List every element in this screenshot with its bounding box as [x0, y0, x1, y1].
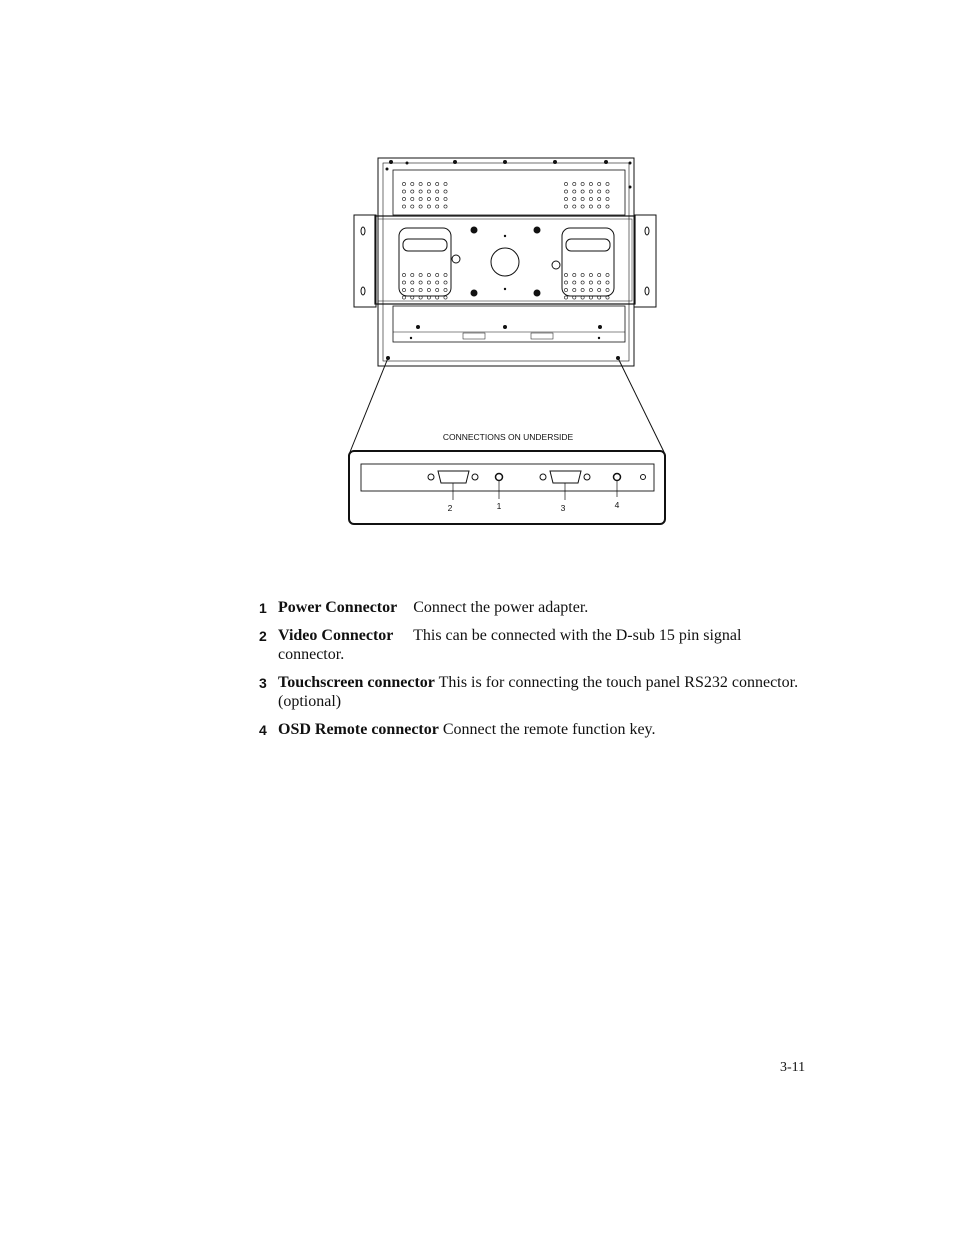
right-vesa-slot: [562, 228, 614, 296]
item-term: Video Connector: [278, 627, 394, 644]
vent-hole: [444, 205, 447, 208]
bracket-screw: [534, 227, 541, 234]
vent-hole: [444, 197, 447, 200]
vent-hole: [606, 190, 609, 193]
left-vesa-slot: [399, 228, 451, 296]
vent-hole: [411, 205, 414, 208]
vent-hole: [402, 190, 405, 193]
vent-hole: [427, 190, 430, 193]
leader-line-right: [618, 358, 664, 452]
vent-hole: [589, 288, 592, 291]
vent-hole: [444, 281, 447, 284]
vent-hole: [402, 182, 405, 185]
vent-hole: [427, 273, 430, 276]
vent-hole: [444, 190, 447, 193]
vent-hole: [589, 273, 592, 276]
item-description: Connect the remote function key.: [442, 721, 656, 738]
vent-hole: [436, 273, 439, 276]
item-number: 2: [259, 628, 267, 644]
vent-hole: [411, 190, 414, 193]
vent-hole: [564, 197, 567, 200]
vent-hole: [606, 197, 609, 200]
vent-hole: [564, 288, 567, 291]
vent-hole: [419, 205, 422, 208]
vent-hole: [402, 273, 405, 276]
vent-hole: [411, 288, 414, 291]
list-item: [259, 720, 799, 739]
vent-hole: [573, 273, 576, 276]
item-number: 1: [259, 600, 267, 616]
video-connector-shape: [428, 471, 478, 483]
vent-hole: [573, 190, 576, 193]
vent-hole: [411, 182, 414, 185]
vent-hole: [419, 197, 422, 200]
vent-hole: [564, 281, 567, 284]
item-number: 3: [259, 675, 267, 691]
vent-hole: [444, 273, 447, 276]
vent-hole: [598, 182, 601, 185]
item-number: 4: [259, 722, 267, 738]
list-item: [259, 626, 799, 664]
vent-hole: [436, 182, 439, 185]
vent-hole: [598, 190, 601, 193]
vent-holes: [402, 182, 609, 299]
bracket-screw: [471, 227, 478, 234]
monitor-rear-view-diagram: [0, 0, 954, 560]
callout-label-1: 1: [496, 501, 502, 511]
vent-hole: [606, 296, 609, 299]
vent-hole: [444, 182, 447, 185]
vent-hole: [589, 190, 592, 193]
vent-hole: [581, 281, 584, 284]
bracket-screw: [471, 290, 478, 297]
list-item: [259, 673, 799, 711]
vent-hole: [427, 205, 430, 208]
connector-strip: [361, 464, 654, 491]
vent-hole: [402, 205, 405, 208]
vent-hole: [444, 288, 447, 291]
vent-hole: [427, 182, 430, 185]
vent-hole: [436, 197, 439, 200]
vent-hole: [402, 288, 405, 291]
list-item: [259, 598, 799, 617]
vent-hole: [436, 281, 439, 284]
vent-hole: [598, 197, 601, 200]
connector-detail-box: [349, 451, 665, 524]
osd-connector-shape: [614, 474, 621, 481]
vent-hole: [564, 182, 567, 185]
vent-hole: [419, 182, 422, 185]
vent-hole: [598, 281, 601, 284]
vent-hole: [419, 281, 422, 284]
monitor-chassis: [378, 158, 634, 366]
vent-hole: [581, 190, 584, 193]
vent-hole: [581, 197, 584, 200]
vent-hole: [606, 288, 609, 291]
callout-label-4: 4: [614, 500, 620, 510]
vent-hole: [589, 197, 592, 200]
connector-list: [259, 598, 799, 748]
bracket-screw: [534, 290, 541, 297]
vent-hole: [427, 281, 430, 284]
touchscreen-connector-shape: [540, 471, 590, 483]
vent-hole: [581, 182, 584, 185]
vent-hole: [419, 288, 422, 291]
vent-hole: [411, 197, 414, 200]
vent-hole: [606, 273, 609, 276]
item-term: OSD Remote connector: [278, 721, 439, 738]
vent-hole: [436, 190, 439, 193]
callout-label-3: 3: [560, 503, 566, 513]
vent-hole: [419, 273, 422, 276]
leader-line-left: [350, 358, 388, 452]
vent-hole: [606, 281, 609, 284]
vent-hole: [564, 205, 567, 208]
vent-hole: [598, 205, 601, 208]
power-connector-shape: [496, 474, 503, 481]
vent-hole: [589, 281, 592, 284]
vent-hole: [581, 288, 584, 291]
vent-hole: [606, 205, 609, 208]
vent-hole: [427, 197, 430, 200]
item-description: This can be connected with the D-sub 15 pin signal connector.: [278, 627, 742, 663]
vent-hole: [402, 296, 405, 299]
vent-hole: [444, 296, 447, 299]
vent-hole: [564, 273, 567, 276]
vent-hole: [573, 205, 576, 208]
vent-hole: [581, 273, 584, 276]
vent-hole: [436, 205, 439, 208]
figure-caption: CONNECTIONS ON UNDERSIDE: [442, 432, 574, 442]
vent-hole: [581, 205, 584, 208]
vent-hole: [573, 281, 576, 284]
lower-panel: [393, 306, 625, 342]
vent-hole: [598, 273, 601, 276]
vent-hole: [573, 197, 576, 200]
vent-hole: [598, 288, 601, 291]
vent-hole: [589, 205, 592, 208]
vent-hole: [436, 288, 439, 291]
vent-hole: [411, 281, 414, 284]
vent-hole: [606, 182, 609, 185]
vent-hole: [573, 288, 576, 291]
vent-hole: [419, 190, 422, 193]
item-description: This is for connecting the touch panel RS232 connector. (optional): [278, 674, 799, 710]
callout-label-2: 2: [447, 503, 453, 513]
vent-hole: [402, 197, 405, 200]
vent-hole: [564, 190, 567, 193]
item-term: Touchscreen connector: [278, 674, 435, 691]
vent-hole: [411, 273, 414, 276]
vent-hole: [402, 281, 405, 284]
center-hole: [491, 248, 519, 276]
item-description: Connect the power adapter.: [413, 599, 589, 616]
vent-hole: [573, 182, 576, 185]
vent-hole: [564, 296, 567, 299]
item-term: Power Connector: [278, 599, 398, 616]
vent-hole: [427, 288, 430, 291]
vent-hole: [589, 182, 592, 185]
page-number: 3-11: [780, 1060, 806, 1075]
